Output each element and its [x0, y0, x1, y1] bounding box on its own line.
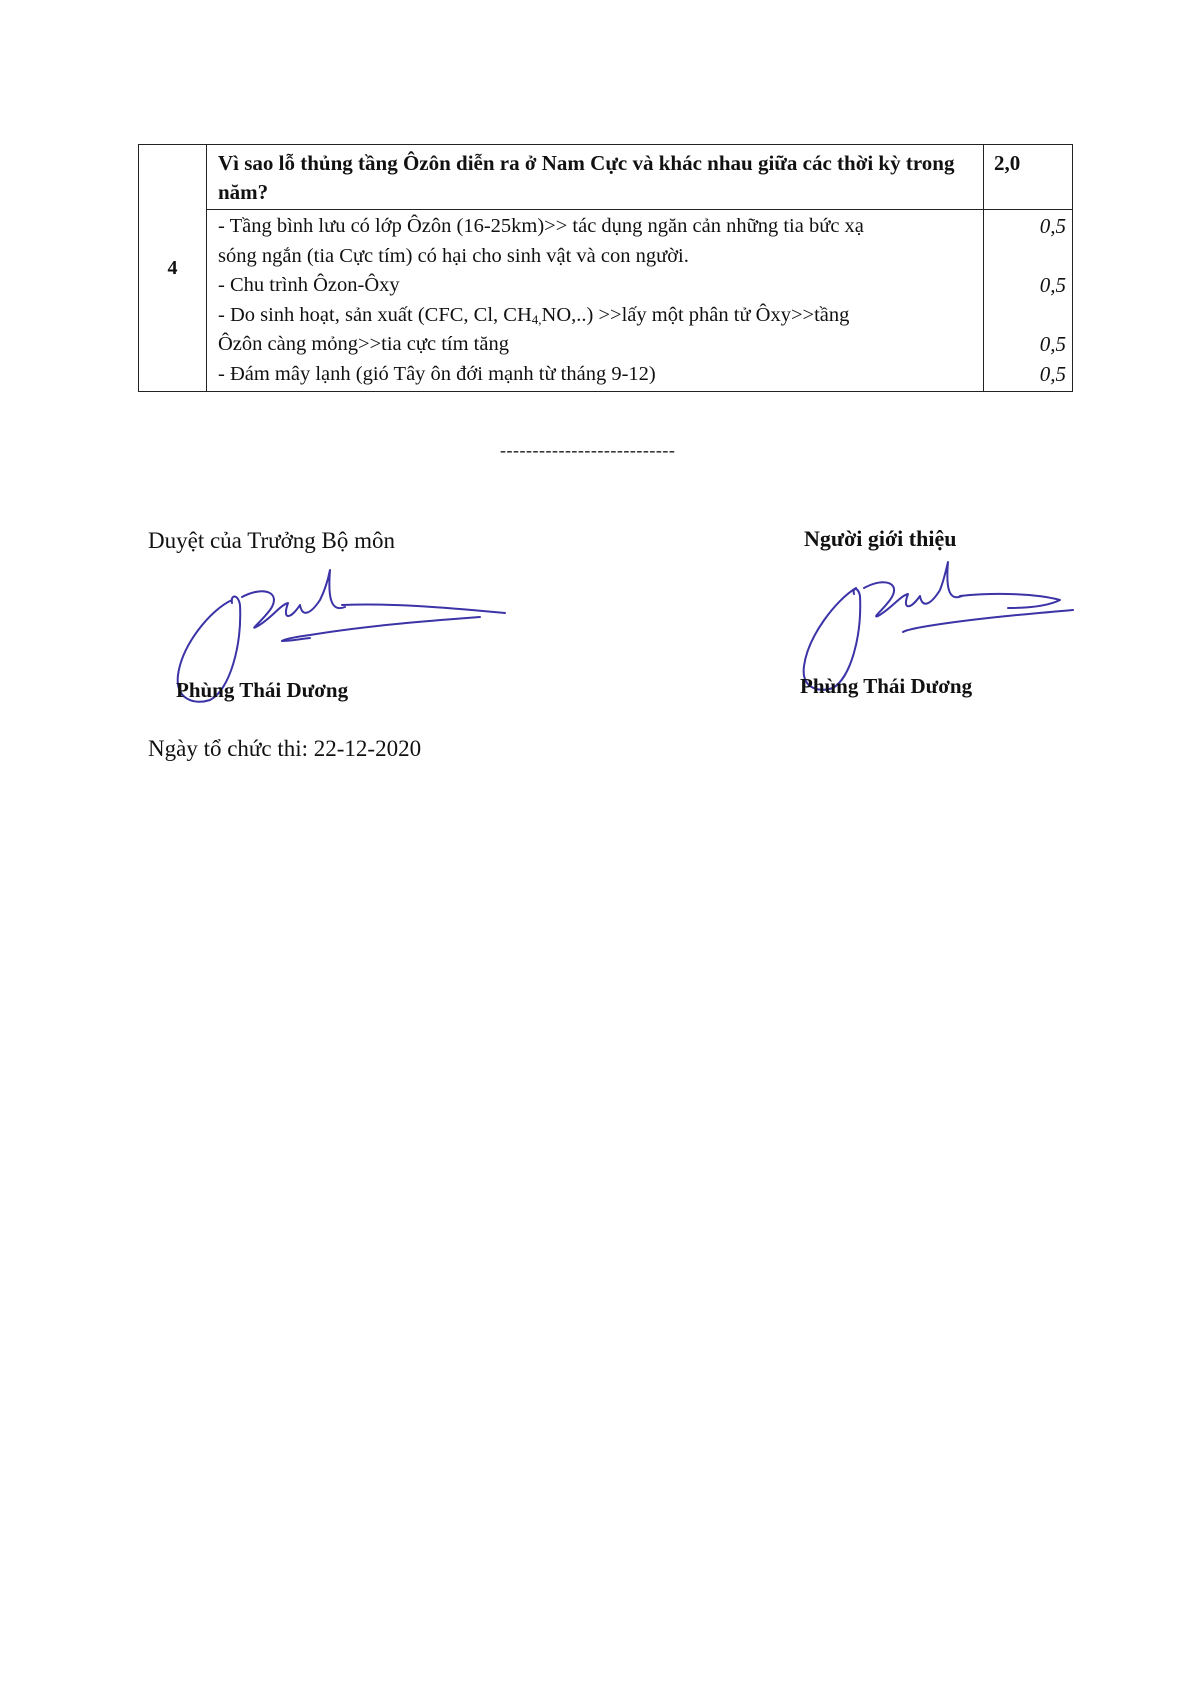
score-3: 0,5	[1039, 332, 1066, 356]
approval-label: Duyệt của Trưởng Bộ môn	[148, 528, 395, 553]
answer-table	[138, 144, 1073, 392]
score-4: 0,5	[1039, 361, 1066, 386]
exam-date: Ngày tổ chức thi: 22-12-2020	[148, 736, 422, 761]
answer-line-1: - Tầng bình lưu có lớp Ôzôn (16-25km)>> tác dụng ngăn cản những tia bức xạ	[218, 215, 864, 237]
question-number: 4	[139, 145, 207, 392]
answer-row	[139, 210, 1073, 392]
question-cell	[207, 145, 984, 210]
score-2: 0,5	[1039, 273, 1066, 297]
answer-line-5: Ôzôn càng mỏng>>tia cực tím tăng	[218, 333, 509, 355]
section-divider: ---------------------------	[500, 440, 676, 460]
score-block	[984, 210, 1072, 391]
answer-line-2: sóng ngắn (tia Cực tím) có hại cho sinh vật và con người.	[218, 244, 689, 267]
answer-cell	[207, 210, 984, 392]
question-text: Vì sao lỗ thủng tầng Ôzôn diễn ra ở Nam Cực và khác nhau giữa các thời kỳ trong năm?	[218, 151, 955, 204]
left-signatory-name: Phùng Thái Dương	[176, 678, 349, 702]
answer-line-6: - Đám mây lạnh (gió Tây ôn đới mạnh từ tháng 9-12)	[218, 362, 656, 385]
answer-line-3: - Chu trình Ôzon-Ôxy	[218, 274, 400, 296]
answer-line-4	[218, 301, 975, 331]
answer-line-4-post: NO,..) >>lấy một phân tử Ôxy>>tầng	[541, 303, 850, 326]
answer-block	[207, 210, 983, 391]
introducer-label: Người giới thiệu	[804, 526, 957, 551]
question-score-cell	[984, 145, 1073, 210]
answer-line-4-pre: - Do sinh hoạt, sản xuất (CFC, Cl, CH	[218, 303, 532, 326]
score-spacer-2	[984, 301, 1066, 331]
right-signatory-name: Phùng Thái Dương	[800, 674, 973, 698]
score-1: 0,5	[1039, 214, 1066, 238]
question-score: 2,0	[994, 151, 1021, 175]
answer-line-4-subscript: 4,	[531, 311, 542, 327]
question-row	[139, 145, 1073, 210]
answer-score-cell	[984, 210, 1073, 392]
score-spacer-1	[984, 242, 1066, 272]
